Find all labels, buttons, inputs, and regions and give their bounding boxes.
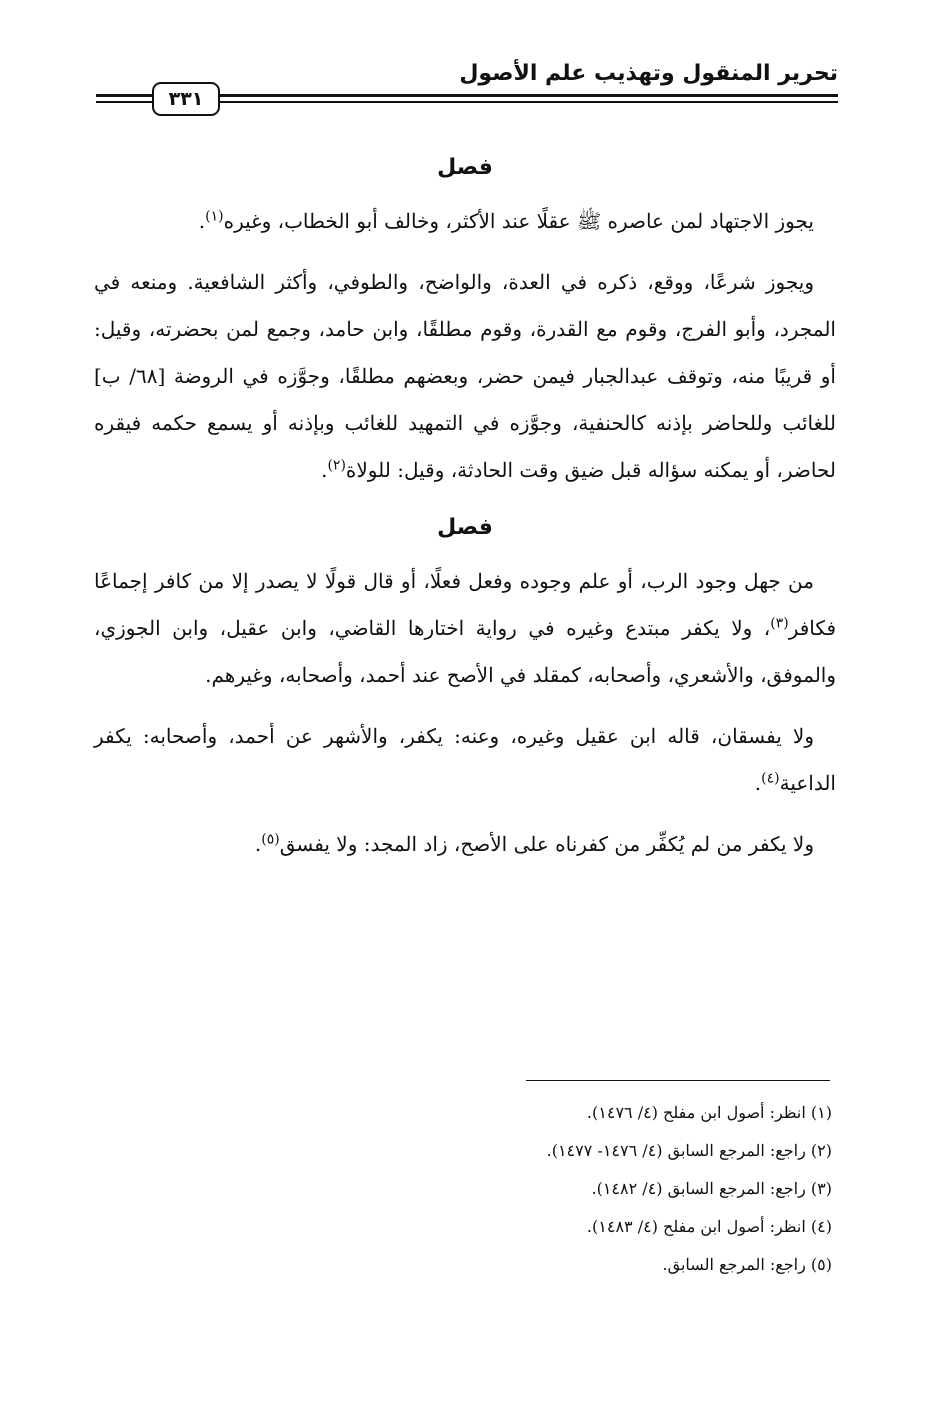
paragraph-text: ويجوز شرعًا، ووقع، ذكره في العدة، والواضح، والطوفي، وأكثر الشافعية. ومنعه في المجرد، وأبو الفرج، وقوم مع القدرة، وقوم مطلقًا، وابن حامد، وجمع لمن بحضرته، وقيل: أو قريبًا منه، وتوقف عبدالجبار فيمن حضر، وبعضهم مطلقًا، وجوَّزه في الروضة [٦٨/ ب] للغائب وللحاضر بإذنه كالحنفية، وجوَّزه في التمهيد للغائب وبإذنه أو يسمع حكمه فيقره لحاضر، أو يمكنه سؤاله قبل ضيق وقت الحادثة، وقيل: للولاة	[94, 270, 836, 482]
footnote-ref: (٥)	[261, 831, 280, 848]
footnote: (٥) راجع: المرجع السابق.	[662, 1255, 832, 1274]
footnote-ref: (٤)	[761, 770, 780, 787]
paragraph	[94, 821, 836, 868]
section-heading: فصل	[437, 155, 493, 180]
paragraph-end: .	[254, 832, 262, 856]
paragraph-end: .	[198, 209, 206, 233]
footnote-ref: (٢)	[327, 457, 346, 474]
footnote-ref: (٣)	[770, 615, 789, 632]
footnote: (١) انظر: أصول ابن مفلح (٤/ ١٤٧٦).	[586, 1103, 832, 1122]
paragraph	[94, 713, 836, 807]
paragraph	[94, 558, 836, 699]
footnote-separator	[526, 1080, 830, 1081]
paragraph-text: ولا يكفر من لم يُكفِّر من كفرناه على الأصح، زاد المجد: ولا يفسق	[279, 832, 814, 856]
footnotes	[132, 1094, 832, 1284]
footnote: (٤) انظر: أصول ابن مفلح (٤/ ١٤٨٣).	[586, 1217, 832, 1236]
footnote: (٣) راجع: المرجع السابق (٤/ ١٤٨٢).	[591, 1179, 832, 1198]
running-title: تحرير المنقول وتهذيب علم الأصول	[459, 61, 838, 86]
paragraph-text: يجوز الاجتهاد لمن عاصره ﷺ عقلًا عند الأكثر، وخالف أبو الخطاب، وغيره	[223, 209, 814, 233]
footnote: (٢) راجع: المرجع السابق (٤/ ١٤٧٦- ١٤٧٧).	[546, 1141, 832, 1160]
paragraph-end: .	[754, 771, 762, 795]
paragraph-text: ولا يفسقان، قاله ابن عقيل وغيره، وعنه: يكفر، والأشهر عن أحمد، وأصحابه: يكفر الداعية	[94, 724, 836, 795]
paragraph-end: .	[321, 458, 328, 482]
paragraph	[94, 259, 836, 494]
footnote-ref: (١)	[205, 208, 224, 225]
paragraph-text-rest: ، ولا يكفر مبتدع وغيره في رواية اختارها القاضي، وابن عقيل، وابن الجوزي، والموفق، والأشعري، وأصحابه، كمقلد في الأصح عند أحمد، وأصحابه، وغيرهم.	[94, 616, 836, 687]
paragraph-text: من جهل وجود الرب، أو علم وجوده وفعل فعلًا، أو قال قولًا لا يصدر إلا من كافر إجماعًا فكافر	[94, 569, 836, 640]
main-text	[94, 150, 836, 868]
paragraph	[94, 198, 836, 245]
section-heading: فصل	[437, 515, 493, 540]
page-number: ٣٣١	[152, 82, 220, 116]
